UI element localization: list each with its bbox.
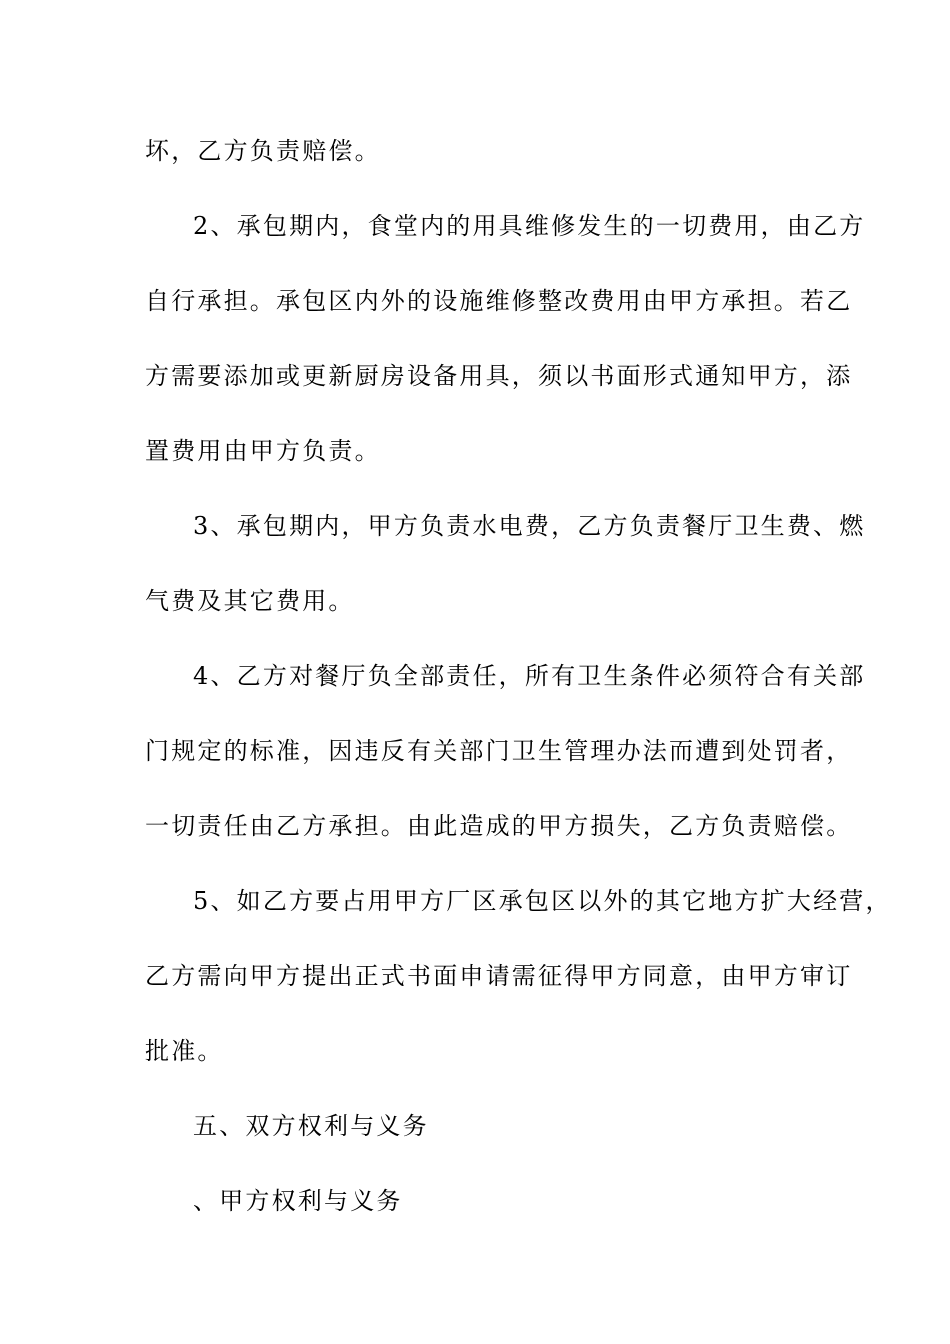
paragraph-line: 门规定的标准，因违反有关部门卫生管理办法而遭到处罚者， xyxy=(145,737,853,765)
paragraph-line: 批准。 xyxy=(145,1037,224,1065)
subsection-heading: 、甲方权利与义务 xyxy=(193,1187,403,1215)
section-heading: 五、双方权利与义务 xyxy=(193,1112,429,1140)
paragraph-line: 气费及其它费用。 xyxy=(145,587,355,615)
paragraph-line: 2、承包期内，食堂内的用具维修发生的一切费用，由乙方 xyxy=(193,212,866,240)
paragraph-line: 方需要添加或更新厨房设备用具，须以书面形式通知甲方，添 xyxy=(145,362,853,390)
paragraph-line: 3、承包期内，甲方负责水电费，乙方负责餐厅卫生费、燃 xyxy=(193,512,866,540)
paragraph-line: 4、乙方对餐厅负全部责任，所有卫生条件必须符合有关部 xyxy=(193,662,866,690)
paragraph-line: 乙方需向甲方提出正式书面申请需征得甲方同意，由甲方审订 xyxy=(145,962,853,990)
paragraph-line: 5、如乙方要占用甲方厂区承包区以外的其它地方扩大经营， xyxy=(193,887,892,915)
paragraph-line: 置费用由甲方负责。 xyxy=(145,437,381,465)
paragraph-line: 自行承担。承包区内外的设施维修整改费用由甲方承担。若乙 xyxy=(145,287,853,315)
paragraph-line: 坏，乙方负责赔偿。 xyxy=(145,137,381,165)
paragraph-line: 一切责任由乙方承担。由此造成的甲方损失，乙方负责赔偿。 xyxy=(145,812,853,840)
